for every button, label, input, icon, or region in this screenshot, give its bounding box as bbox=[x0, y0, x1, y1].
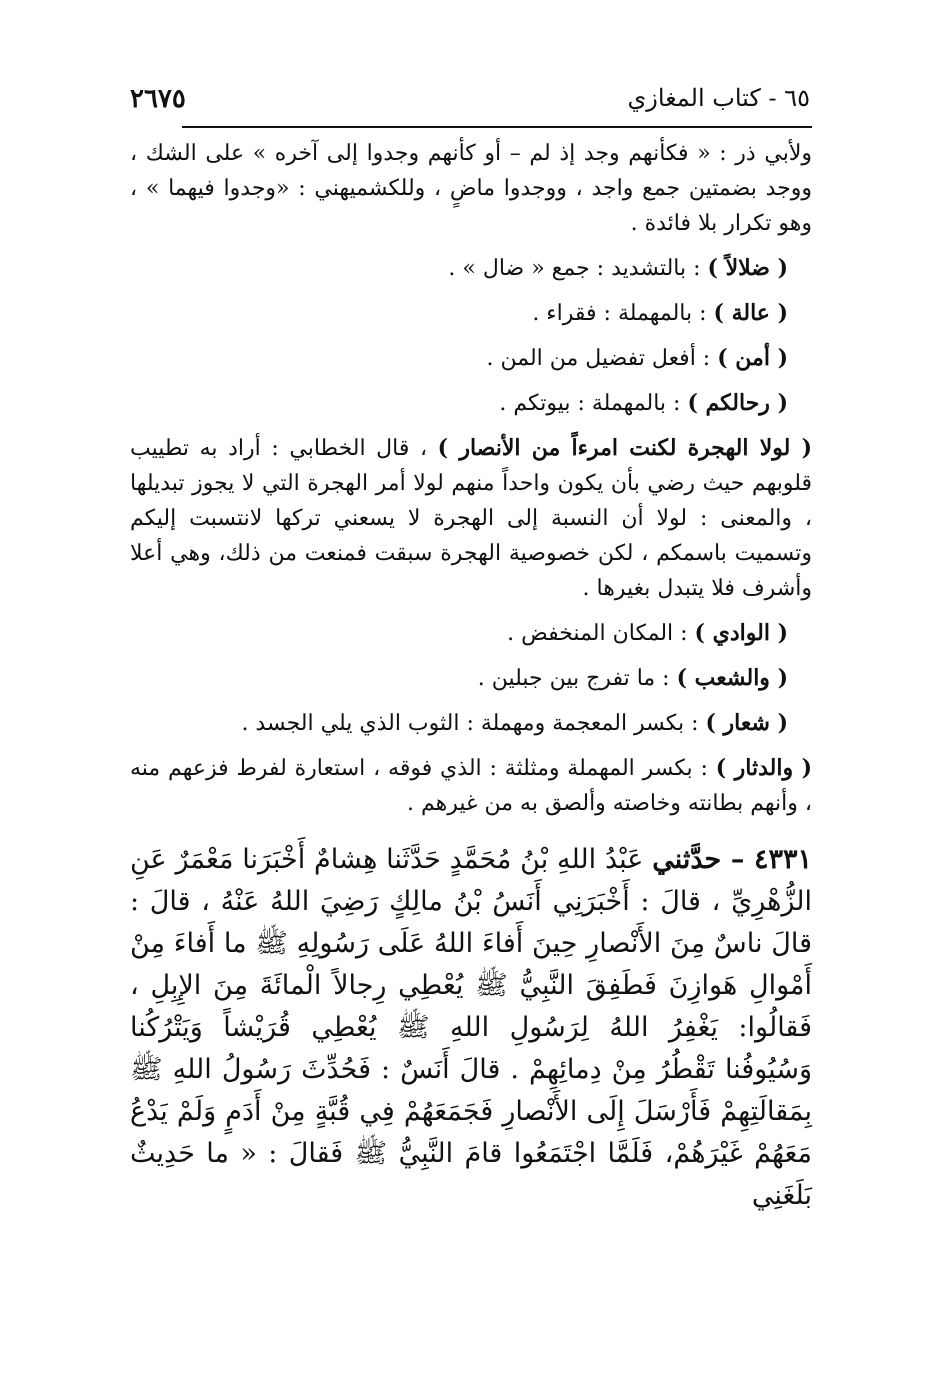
hadith-text bbox=[130, 839, 812, 1217]
header-rule bbox=[182, 126, 812, 128]
gloss-hijra-paragraph bbox=[130, 431, 812, 606]
gloss-shib bbox=[130, 661, 812, 696]
gloss-amann bbox=[130, 341, 812, 376]
gloss-dalalan bbox=[130, 251, 812, 286]
gloss-text: : ما تفرج بين جبلين . bbox=[477, 666, 677, 691]
hadith-number: ٤٣٣١ – حدَّثني bbox=[652, 844, 812, 875]
gloss-term: ( والشعب ) bbox=[676, 665, 788, 691]
page-header bbox=[130, 82, 810, 122]
gloss-term: ( لولا الهجرة لكنت امرءاً من الأنصار ) bbox=[437, 435, 812, 461]
hadith-body: عَبْدُ اللهِ بْنُ مُحَمَّدٍ حَدَّثَنا هِشامٌ أَخْبَرَنا مَعْمَرٌ عَنِ الزُّهْرِيِّ ، قالَ : أَخْبَرَنِي أَنَسُ بْنُ مالِكٍ رَضِيَ اللهُ عَنْهُ ، قالَ : قالَ ناسٌ مِنَ الأَنْصارِ حِينَ أَفاءَ اللهُ عَلَى رَسُولِهِ ﷺ ما أَفاءَ مِنْ أَمْوالِ هَوازِنَ فَطَفِقَ النَّبِيُّ ﷺ يُعْطِي رِجالاً الْمائَةَ مِنَ الإِبِلِ ، فَقالُوا: يَغْفِرُ اللهُ لِرَسُولِ اللهِ ﷺ يُعْطِي قُرَيْشاً وَيَتْرُكُنا وَسُيُوفُنا تَقْطُرُ مِنْ دِمائِهِمْ . قالَ أَنَسٌ : فَحُدِّثَ رَسُولُ اللهِ ﷺ بِمَقالَتِهِمْ فَأَرْسَلَ إِلَى الأَنْصارِ فَجَمَعَهُمْ فِي قُبَّةٍ مِنْ أَدَمٍ وَلَمْ يَدْعُ مَعَهُمْ غَيْرَهُمْ، فَلَمَّا اجْتَمَعُوا قامَ النَّبِيُّ ﷺ فَقالَ : « ما حَدِيثٌ بَلَغَنِي bbox=[130, 844, 812, 1211]
gloss-text: : بالتشديد : جمع « ضال » . bbox=[448, 256, 708, 281]
gloss-wadi bbox=[130, 616, 812, 651]
gloss-text: : بكسر المهملة ومثلثة : الذي فوقه ، استعارة لفرط فزعهم منه ، وأنهم بطانته وخاصته وألصق به من غيرهم . bbox=[130, 756, 812, 816]
gloss-aala bbox=[130, 296, 812, 331]
gloss-text: : بكسر المعجمة ومهملة : الثوب الذي يلي الجسد . bbox=[241, 711, 706, 736]
gloss-text: : بالمهملة : بيوتكم . bbox=[499, 391, 688, 416]
gloss-text: : المكان المنخفض . bbox=[507, 621, 695, 646]
gloss-term: ( والدثار ) bbox=[715, 755, 812, 781]
gloss-rihalikum bbox=[130, 386, 812, 421]
gloss-text: ، قال الخطابي : أراد به تطييب قلوبهم حيث رضي بأن يكون واحداً منهم لولا أمر الهجرة التي لا يجوز تبديلها ، والمعنى : لولا أن النسبة إلى الهجرة لا يسعني تركها لانتسبت إليكم وتسميت باسمكم ، لكن خصوصية الهجرة سبقت فمنعت من ذلك، وهي أعلا وأشرف فلا يتبدل بغيرها . bbox=[130, 436, 812, 601]
gloss-term: ( الوادي ) bbox=[694, 620, 788, 646]
page-number: ٢٦٧٥ bbox=[130, 84, 186, 114]
gloss-shiar bbox=[130, 706, 812, 741]
gloss-text: : بالمهملة : فقراء . bbox=[532, 301, 714, 326]
commentary-body bbox=[130, 136, 812, 1244]
gloss-term: ( ضلالاً ) bbox=[707, 255, 788, 281]
intro-paragraph: ولأبي ذر : « فكأنهم وجد إذ لم – أو كأنهم وجدوا إلى آخره » على الشك ، ووجد بضمتين جمع واجد ، ووجدوا ماضٍ ، وللكشميهني : «وجدوا فيهما » ، وهو تكرار بلا فائدة . bbox=[130, 141, 812, 236]
gloss-term: ( رحالكم ) bbox=[687, 390, 788, 416]
gloss-dithar-paragraph bbox=[130, 751, 812, 821]
gloss-term: ( أمن ) bbox=[717, 345, 788, 371]
gloss-term: ( شعار ) bbox=[705, 710, 788, 736]
gloss-term: ( عالة ) bbox=[713, 300, 788, 326]
chapter-title: ٦٥ - كتاب المغازي bbox=[627, 84, 810, 112]
gloss-text: : أفعل تفضيل من المن . bbox=[486, 346, 718, 371]
